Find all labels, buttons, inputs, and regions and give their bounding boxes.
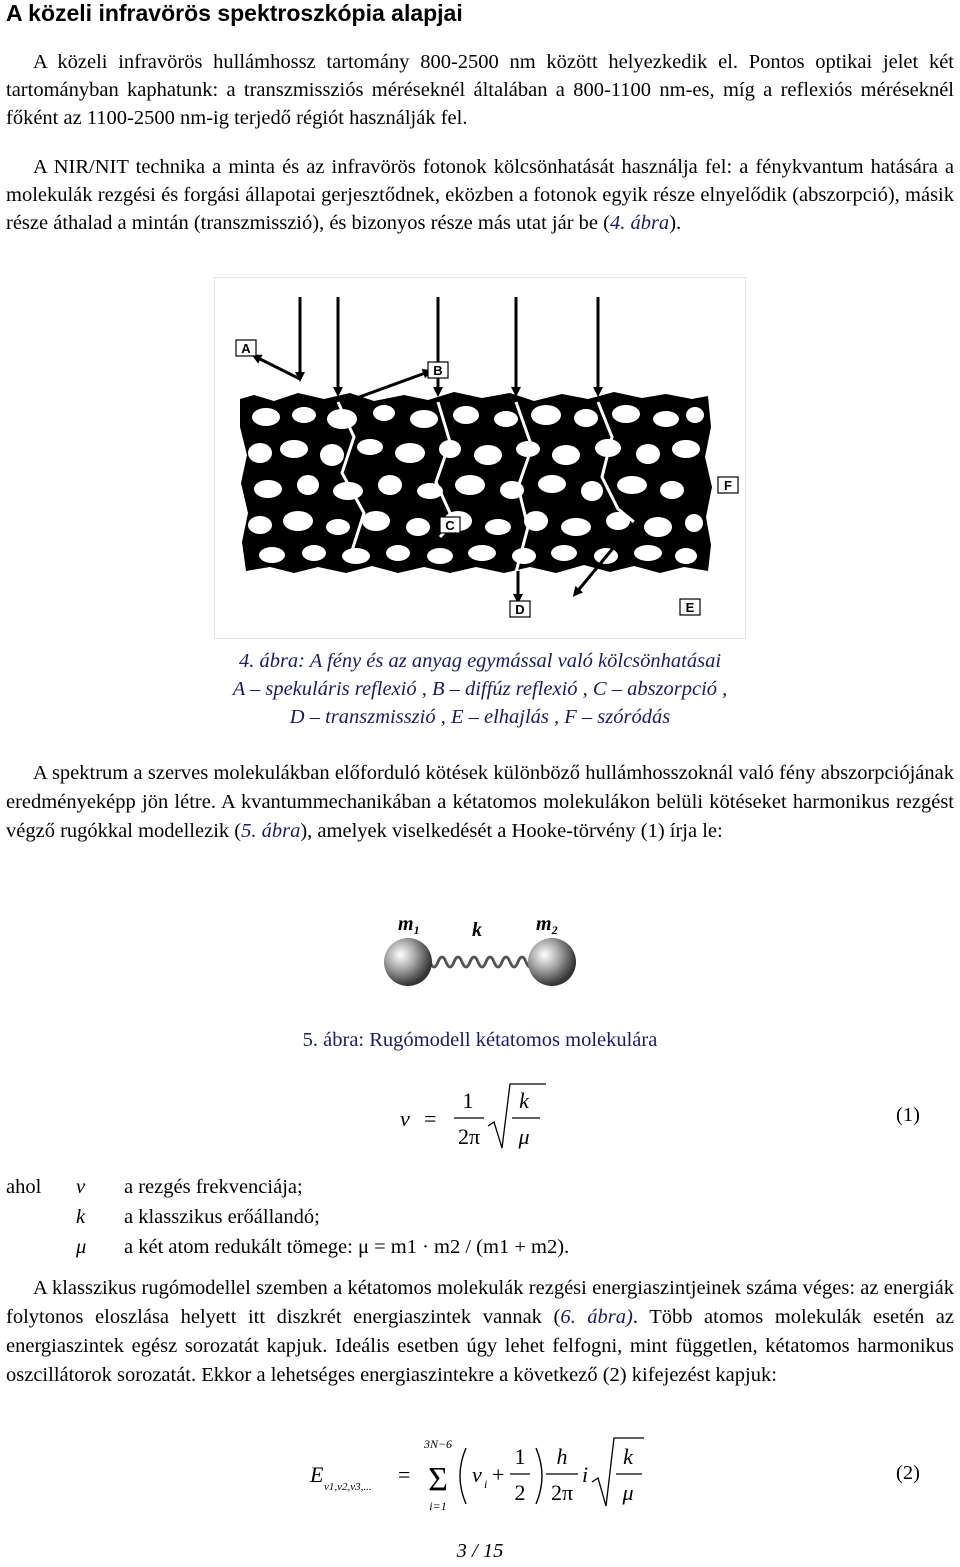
paragraph-nir-technique — [6, 153, 954, 237]
def-description: a két atom redukált tömege: μ = m1 · m2 / (m1 + m2). — [124, 1236, 570, 1258]
equation-1-number: (1) — [896, 1104, 920, 1126]
paragraph-energy-levels — [6, 1274, 954, 1390]
eq1-radical — [488, 1084, 546, 1148]
paragraph-text: A spektrum a szerves molekulákban előforduló kötések különböző hullámhosszoknál való fény abszorpciójának eredményeképp jön létre. A kvantummechanikában a kétatomos molekulákon belüli kötéseket harmonikus rezgést végző rugókkal modellezik ( — [6, 762, 954, 842]
def-symbol: μ — [76, 1236, 87, 1258]
figure-reference-link[interactable]: 5. ábra — [241, 820, 301, 842]
caption-line-2: A – spekuláris reflexió , B – diffúz reflexió , C – abszorpció , — [232, 678, 728, 700]
label-e: E — [685, 600, 695, 615]
eq2-equals: = — [398, 1462, 411, 1487]
atom-m2 — [528, 938, 576, 986]
equation-2 — [306, 1432, 646, 1514]
eq2-twopi: 2π — [550, 1480, 574, 1505]
def-symbol: ν — [76, 1176, 86, 1198]
page-title: A közeli infravörös spektroszkópia alapjai — [6, 0, 463, 26]
def-description: a rezgés frekvenciája; — [124, 1176, 303, 1198]
atom-m1 — [384, 938, 432, 986]
k-label: k — [472, 919, 482, 941]
paragraph-end: . Több atomos molekulák esetén az energiaszintek egész sorozatát kapjuk. Ideális esetben úgy lehet felfogni, mint független, kétatomos harmonikus oszcillátorok sorozatát. Ekkor a lehetséges energiaszintekre a következő (2) kifejezést kapjuk: — [6, 1306, 954, 1386]
eq2-sum-top: 3N−6 — [423, 1437, 453, 1451]
caption-line-3: D – transzmisszió , E – elhajlás , F – szóródás — [289, 706, 671, 728]
eq2-h: h — [556, 1444, 568, 1469]
eq1-den: 2π — [457, 1124, 481, 1149]
eq2-E: E — [310, 1462, 324, 1487]
eq1-nu: ν — [400, 1106, 410, 1131]
ahol-label: ahol — [6, 1176, 42, 1198]
page-number: 3 / 15 — [456, 1540, 504, 1562]
eq2-half-num: 1 — [514, 1444, 526, 1469]
eq2-sigma: Σ — [428, 1461, 448, 1498]
m2-label: $m_2$ — [536, 913, 558, 937]
eq2-rad-num: k — [623, 1444, 633, 1469]
label-b: B — [433, 363, 443, 378]
paragraph-end: ). — [669, 212, 682, 234]
figure-5-caption: 5. ábra: Rugómodell kétatomos molekulára — [302, 1029, 658, 1051]
paragraph-nir-range: A közeli infravörös hullámhossz tartomány 800-2500 nm között helyezkedik el. Pontos optikai jelet két tartományban kaphatunk: a transzmissziós méréseknél általában a 800-1100 nm-es, míg a reflexiós méréseknél főként az 1100-2500 nm-ig terjedő régiót használják fel. — [6, 51, 954, 129]
caption-line-1: 4. ábra: A fény és az anyag egymással való kölcsönhatásai — [238, 650, 722, 672]
eq2-rad-den: μ — [622, 1480, 634, 1505]
paragraph-text: A klasszikus rugómodellel szemben a kétatomos molekulák rezgési energiaszintjeinek száma véges: az energiák folytonos eloszlása helyett itt diszkrét energiaszintek vannak ( — [6, 1277, 954, 1328]
eq1-equals: = — [424, 1106, 437, 1131]
label-a: A — [241, 341, 251, 356]
eq2-sum-bottom: i=1 — [429, 1499, 447, 1513]
def-symbol: k — [76, 1206, 86, 1228]
paragraph-end: ), amelyek viselkedését a Hooke-törvény (1) írja le: — [300, 820, 723, 842]
paragraph-text: A NIR/NIT technika a minta és az infravörös fotonok kölcsönhatását használja fel: a fénykvantum hatására a molekulák rezgési és forgási állapotai gerjesztődnek, eközben a fotonok egyik része elnyelődik (abszorpció), másik része áthalad a mintán (transzmisszió), és bizonyos része más utat jár be ( — [6, 156, 954, 234]
paragraph-spectrum — [6, 759, 954, 846]
label-d: D — [515, 602, 525, 617]
figure-reference-link[interactable]: 4. ábra — [609, 212, 670, 234]
label-f: F — [724, 478, 732, 493]
eq2-nu-sub: i — [484, 1477, 488, 1491]
figure-reference-link[interactable]: 6. ábra) — [560, 1306, 633, 1328]
eq1-num: 1 — [462, 1088, 474, 1113]
definitions-table — [6, 1172, 569, 1262]
label-c: C — [445, 518, 455, 533]
def-description: a klasszikus erőállandó; — [124, 1206, 320, 1228]
figure-spring-model — [380, 910, 580, 990]
eq2-plus: + — [492, 1462, 505, 1487]
eq2-half-den: 2 — [514, 1480, 526, 1505]
m1-label: $m_1$ — [398, 913, 420, 937]
eq2-i: i — [582, 1462, 589, 1487]
spring — [422, 957, 534, 967]
eq2-subscript: ν1,ν2,ν3,... — [324, 1481, 372, 1493]
eq2-radical — [592, 1438, 644, 1506]
figure-light-matter-interactions — [214, 277, 746, 639]
eq1-rad-num: k — [519, 1088, 529, 1113]
figure-4-caption — [0, 647, 960, 731]
equation-1 — [390, 1076, 570, 1156]
eq1-rad-den: μ — [518, 1124, 530, 1149]
eq2-nu: ν — [472, 1462, 482, 1487]
equation-2-number: (2) — [896, 1462, 920, 1484]
